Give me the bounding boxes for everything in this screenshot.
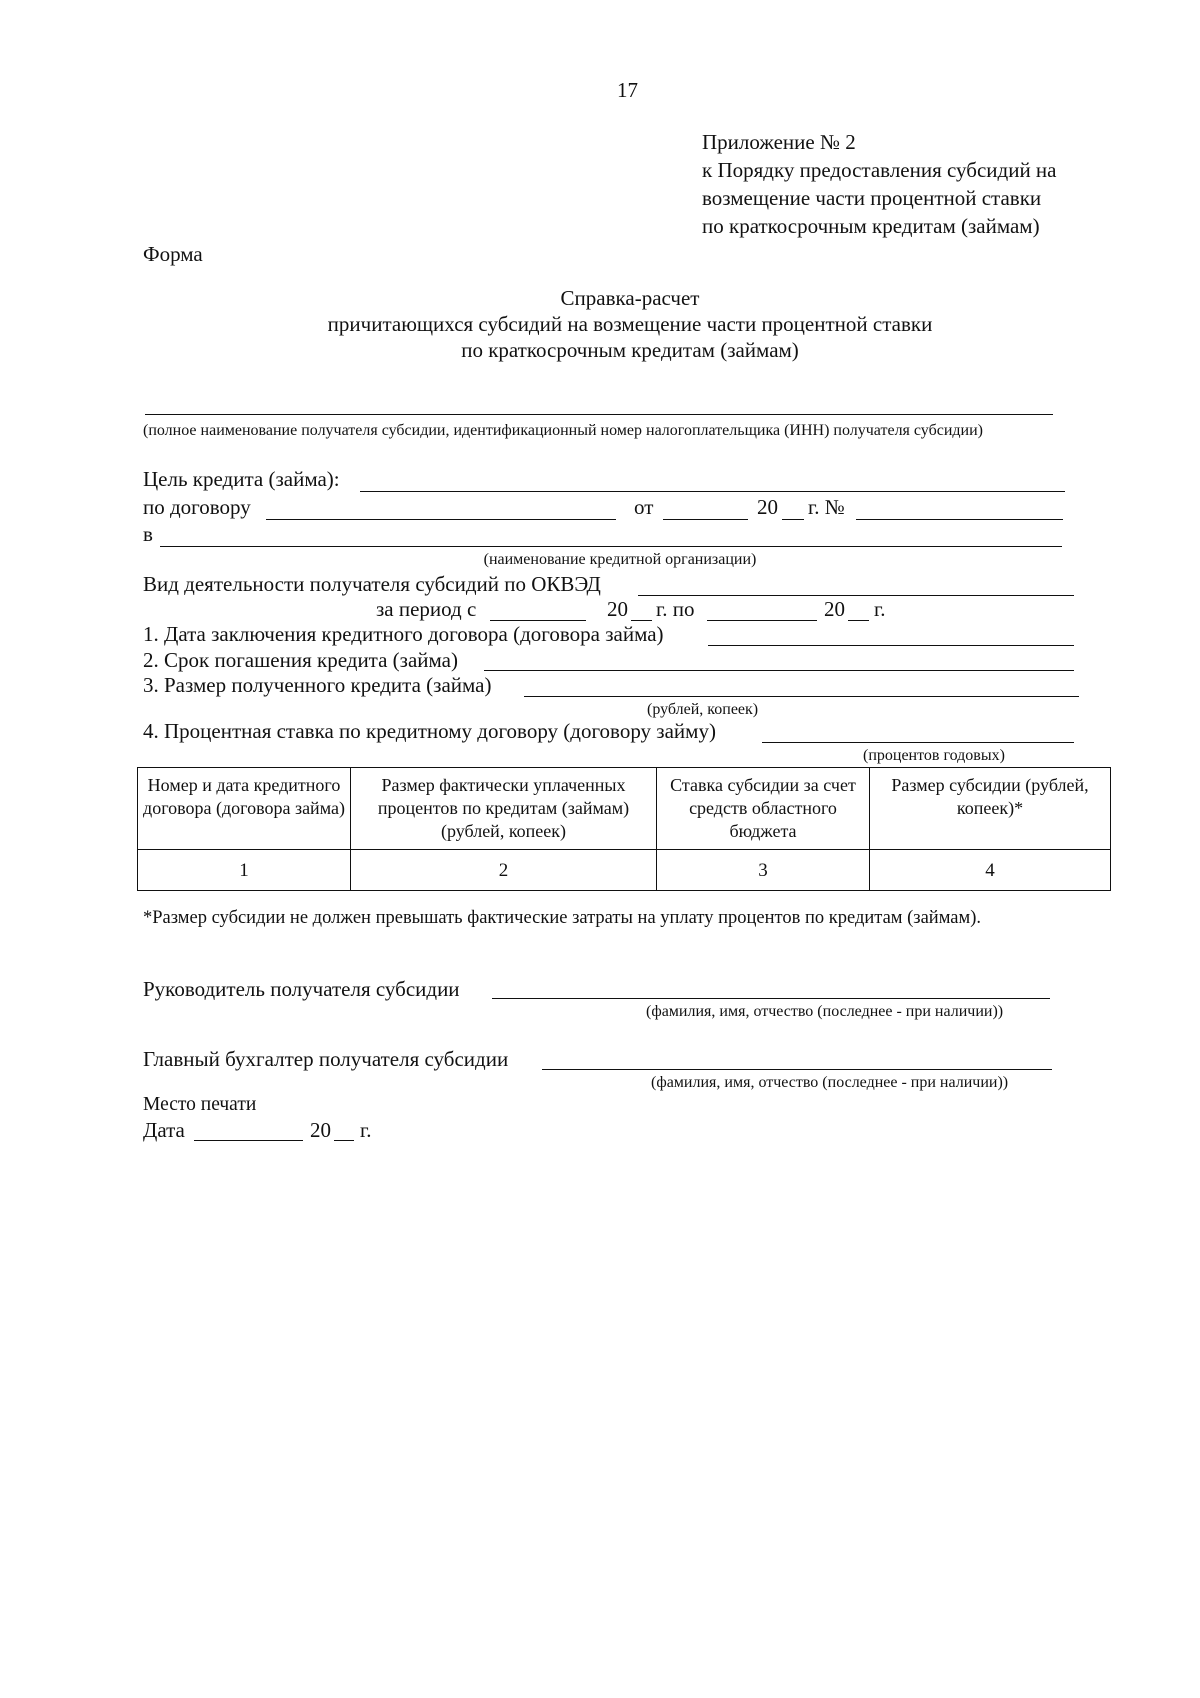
contract-year-field[interactable] — [782, 519, 804, 520]
table-cell: 4 — [870, 850, 1111, 891]
date-year-prefix: 20 — [310, 1118, 331, 1142]
in-label: в — [143, 522, 153, 546]
head-signature-field[interactable] — [492, 998, 1050, 999]
item3-label: 3. Размер полученного кредита (займа) — [143, 673, 492, 697]
date-suffix: г. — [360, 1118, 372, 1142]
accountant-signature-caption: (фамилия, имя, отчество (последнее - при наличии)) — [651, 1074, 1009, 1091]
table-header-cell: Размер фактически уплаченных процентов по кредитам (займам) (рублей, копеек) — [351, 768, 657, 850]
item4-label: 4. Процентная ставка по кредитному договору (договору займу) — [143, 719, 716, 743]
table-header-row — [138, 768, 1111, 850]
period-start-year-field[interactable] — [631, 620, 652, 621]
contract-field[interactable] — [266, 519, 616, 520]
date-field[interactable] — [194, 1140, 303, 1141]
subsidy-table — [137, 767, 1111, 891]
doc-subtitle: причитающихся субсидий на возмещение части процентной ставки — [327, 312, 933, 336]
footnote: *Размер субсидии не должен превышать фактические затраты на уплату процентов по кредитам (займам). — [143, 908, 981, 928]
table-cell: 1 — [138, 850, 351, 891]
year-prefix: 20 — [824, 597, 845, 621]
year-prefix: 20 — [757, 495, 778, 519]
recipient-name-field[interactable] — [145, 414, 1053, 415]
head-signature-label: Руководитель получателя субсидии — [143, 977, 460, 1001]
accountant-signature-label: Главный бухгалтер получателя субсидии — [143, 1047, 509, 1071]
period-start-field[interactable] — [490, 620, 586, 621]
period-end-field[interactable] — [707, 620, 817, 621]
appendix-line: по краткосрочным кредитам (займам) — [702, 214, 1040, 238]
credit-purpose-field[interactable] — [360, 491, 1065, 492]
doc-subtitle: по краткосрочным кредитам (займам) — [461, 338, 799, 362]
item3-field[interactable] — [524, 696, 1079, 697]
number-label: г. № — [808, 495, 845, 519]
credit-org-field[interactable] — [160, 546, 1062, 547]
form-label: Форма — [143, 242, 203, 266]
date-label: Дата — [143, 1118, 185, 1142]
accountant-signature-field[interactable] — [542, 1069, 1052, 1070]
head-signature-caption: (фамилия, имя, отчество (последнее - при наличии)) — [646, 1003, 1004, 1020]
credit-org-caption: (наименование кредитной организации) — [483, 551, 757, 568]
table-row — [138, 850, 1111, 891]
year-prefix: 20 — [607, 597, 628, 621]
table-header-cell: Ставка субсидии за счет средств областного бюджета — [657, 768, 870, 850]
credit-purpose-label: Цель кредита (займа): — [143, 467, 340, 491]
doc-title: Справка-расчет — [560, 286, 700, 310]
appendix-line: к Порядку предоставления субсидий на — [702, 158, 1057, 182]
item1-label: 1. Дата заключения кредитного договора (договора займа) — [143, 622, 664, 646]
page-number: 17 — [617, 78, 638, 102]
item2-field[interactable] — [484, 670, 1074, 671]
item1-field[interactable] — [708, 645, 1074, 646]
table-cell: 3 — [657, 850, 870, 891]
contract-number-field[interactable] — [856, 519, 1063, 520]
item4-field[interactable] — [762, 742, 1074, 743]
contract-date-field[interactable] — [663, 519, 748, 520]
stamp-label: Место печати — [143, 1094, 257, 1115]
date-year-field[interactable] — [334, 1140, 354, 1141]
okved-field[interactable] — [638, 595, 1074, 596]
rub-caption: (рублей, копеек) — [647, 701, 759, 718]
percent-caption: (процентов годовых) — [863, 747, 1005, 764]
table-header-cell: Номер и дата кредитного договора (договора займа) — [138, 768, 351, 850]
appendix-line: возмещение части процентной ставки — [702, 186, 1042, 210]
period-mid-label: г. по — [656, 597, 695, 621]
item2-label: 2. Срок погашения кредита (займа) — [143, 648, 458, 672]
period-end-label: г. — [874, 597, 886, 621]
appendix-title: Приложение № 2 — [702, 130, 856, 154]
recipient-caption: (полное наименование получателя субсидии, идентификационный номер налогоплательщика (ИНН) получателя субсидии) — [143, 422, 983, 439]
okved-label: Вид деятельности получателя субсидий по ОКВЭД — [143, 572, 601, 596]
period-end-year-field[interactable] — [848, 620, 869, 621]
from-label: от — [634, 495, 654, 519]
period-from-label: за период с — [376, 597, 477, 621]
table-cell: 2 — [351, 850, 657, 891]
table-header-cell: Размер субсидии (рублей, копеек)* — [870, 768, 1111, 850]
contract-label: по договору — [143, 495, 251, 519]
